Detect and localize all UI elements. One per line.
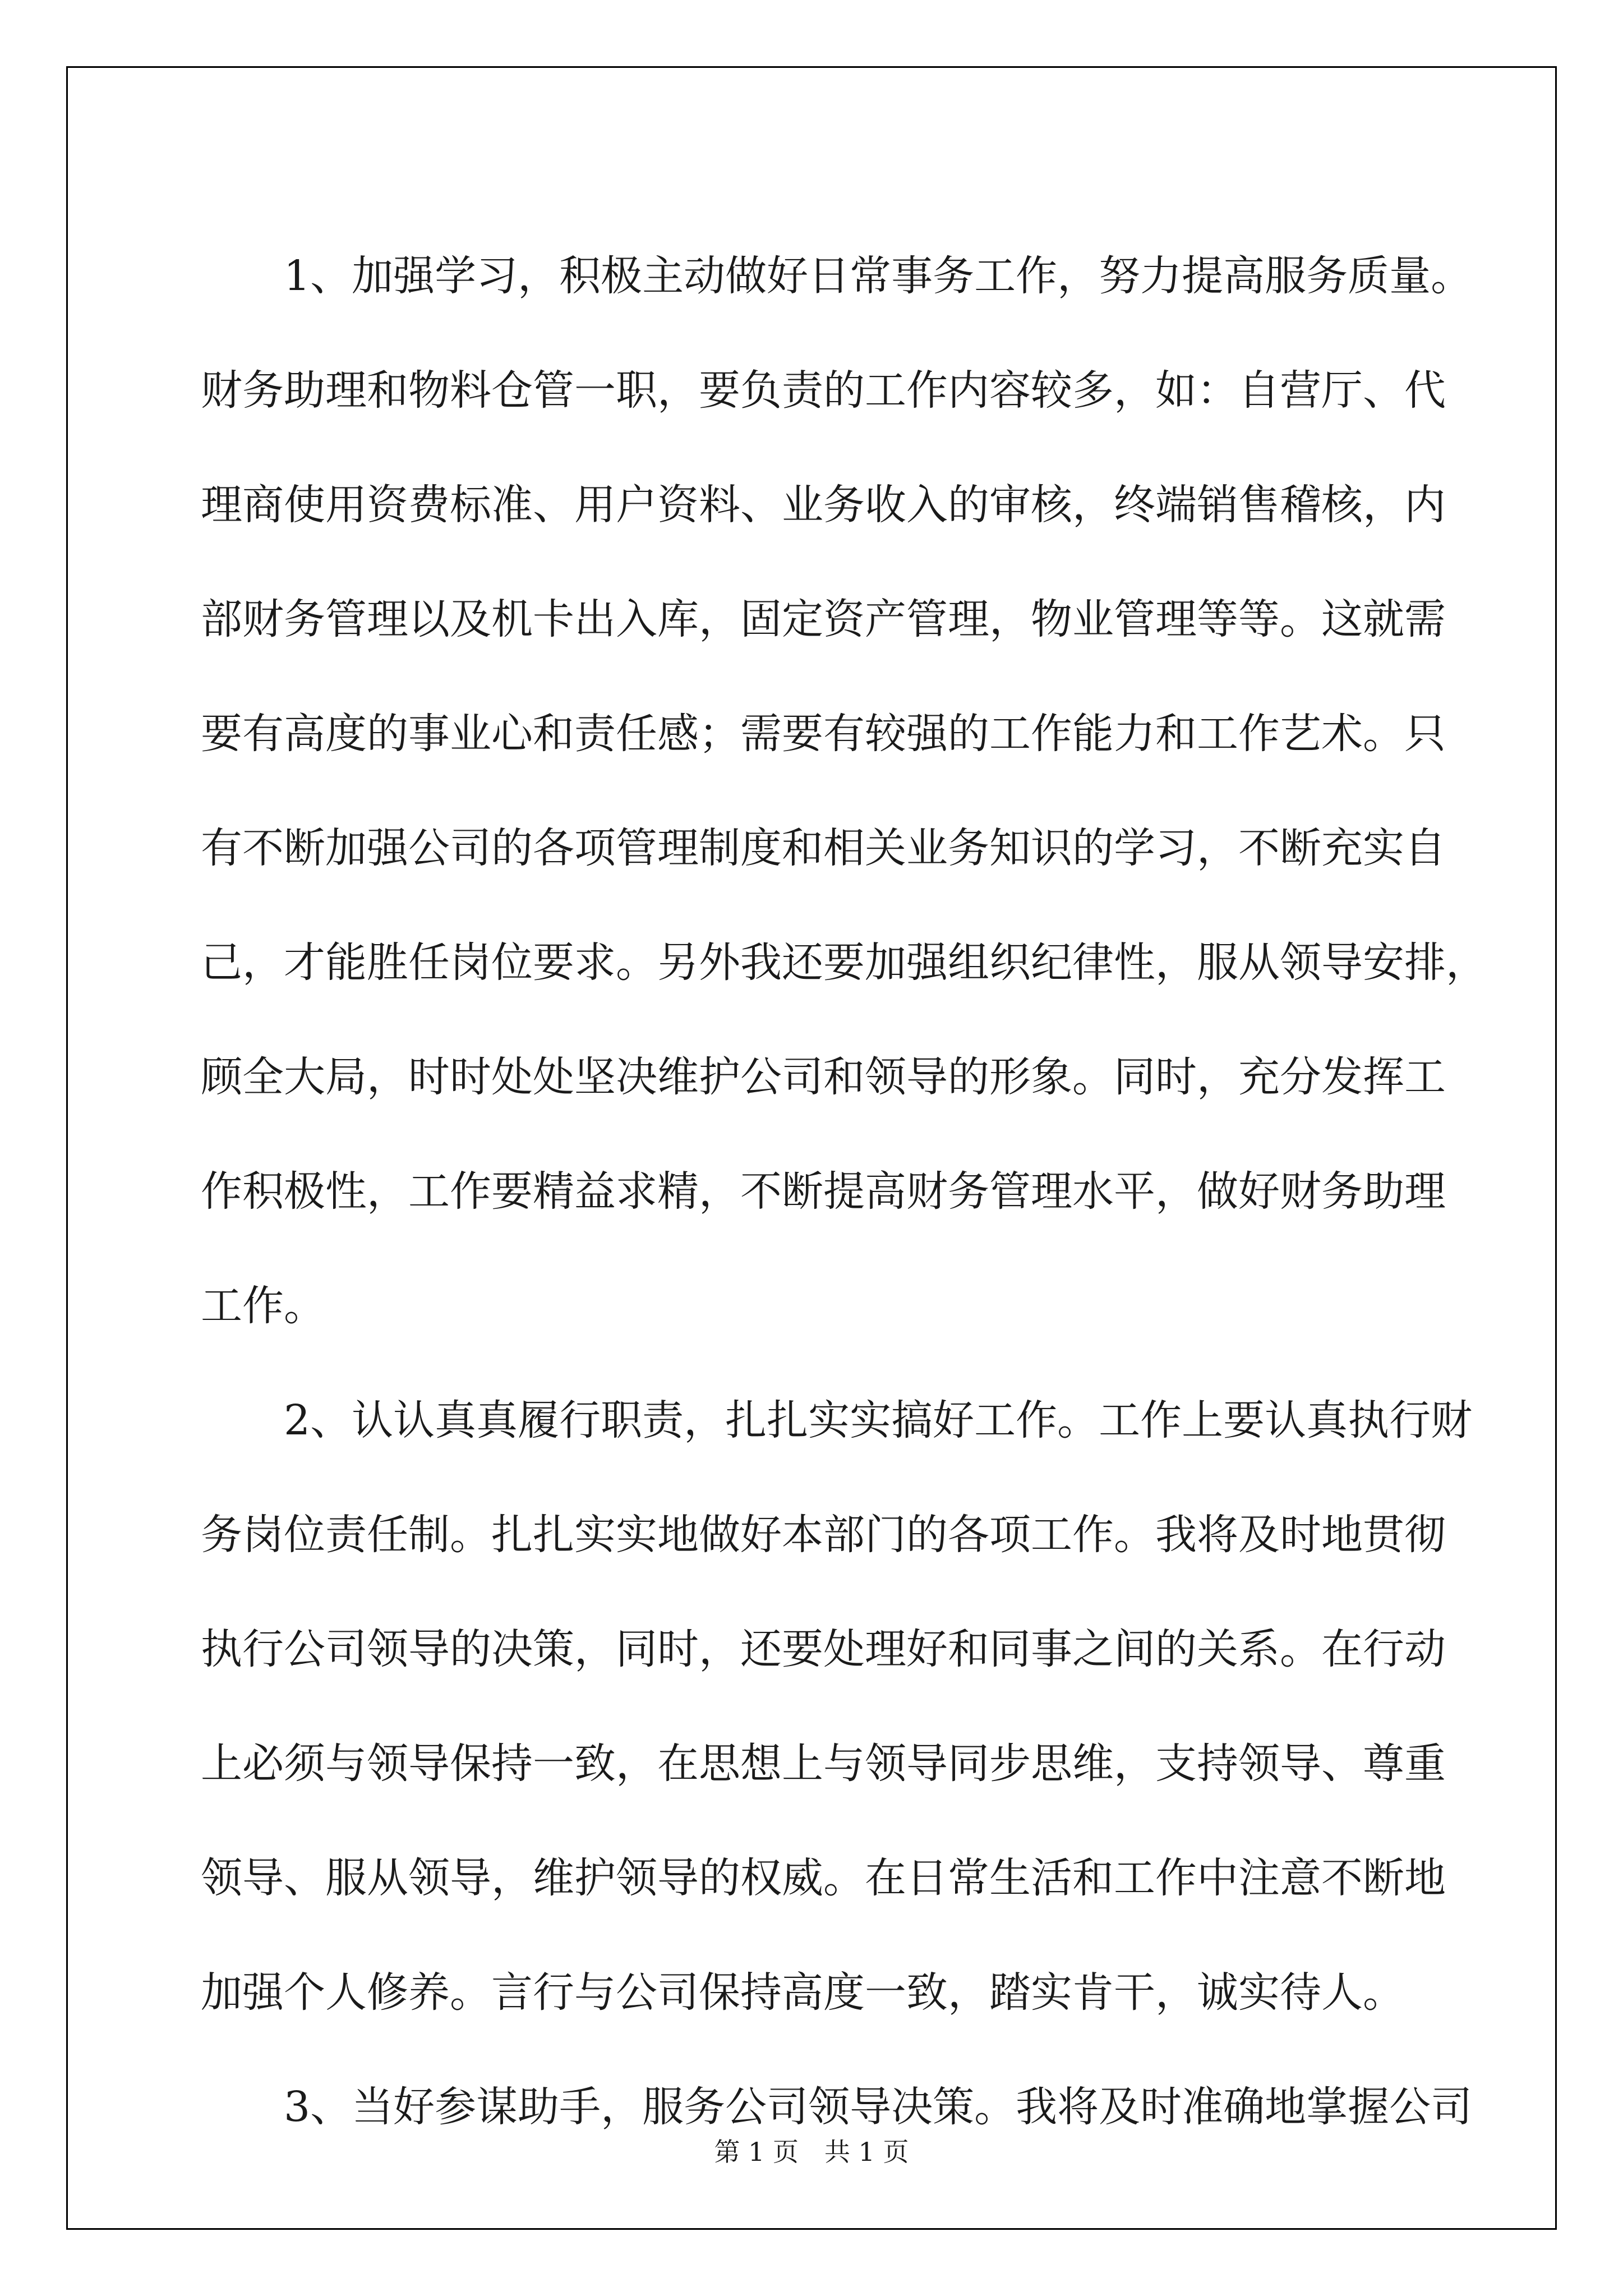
paragraph-1-line-8: 顾全大局，时时处处坚决维护公司和领导的形象。同时，充分发挥工 bbox=[201, 1053, 1446, 1101]
paragraph-1-line-7: 己，才能胜任岗位要求。另外我还要加强组织纪律性，服从领导安排， bbox=[201, 938, 1487, 987]
body-text bbox=[201, 219, 1487, 2164]
paragraph-1-line-10: 工作。 bbox=[201, 1282, 325, 1330]
paragraph-2-line-4: 上必须与领导保持一致，在思想上与领导同步思维，支持领导、尊重 bbox=[201, 1740, 1446, 1788]
paragraph-1-line-2: 财务助理和物料仓管一职，要负责的工作内容较多，如：自营厅、代 bbox=[201, 366, 1446, 415]
paragraph-3-line-1: 3、当好参谋助手，服务公司领导决策。我将及时准确地掌握公司 bbox=[284, 2083, 1473, 2131]
paragraph-1-line-6: 有不断加强公司的各项管理制度和相关业务知识的学习，不断充实自 bbox=[201, 824, 1446, 872]
paragraph-1-line-3: 理商使用资费标准、用户资料、业务收入的审核，终端销售稽核，内 bbox=[201, 481, 1446, 529]
paragraph-2-line-2: 务岗位责任制。扎扎实实地做好本部门的各项工作。我将及时地贯彻 bbox=[201, 1511, 1446, 1559]
paragraph-1-line-1: 1、加强学习，积极主动做好日常事务工作，努力提高服务质量。 bbox=[284, 252, 1473, 300]
paragraph-2-line-3: 执行公司领导的决策，同时，还要处理好和同事之间的关系。在行动 bbox=[201, 1625, 1446, 1673]
paragraph-2-line-5: 领导、服从领导，维护领导的权威。在日常生活和工作中注意不断地 bbox=[201, 1854, 1446, 1902]
paragraph-1-line-5: 要有高度的事业心和责任感；需要有较强的工作能力和工作艺术。只 bbox=[201, 710, 1446, 758]
paragraph-2-line-1: 2、认认真真履行职责，扎扎实实搞好工作。工作上要认真执行财 bbox=[284, 1396, 1473, 1444]
page-footer: 第 1 页 共 1 页 bbox=[714, 2137, 909, 2167]
paragraph-1-line-9: 作积极性，工作要精益求精，不断提高财务管理水平，做好财务助理 bbox=[201, 1167, 1446, 1216]
paragraph-2-line-6: 加强个人修养。言行与公司保持高度一致，踏实肯干，诚实待人。 bbox=[201, 1968, 1404, 2017]
paragraph-1-line-4: 部财务管理以及机卡出入库，固定资产管理，物业管理等等。这就需 bbox=[201, 595, 1446, 643]
